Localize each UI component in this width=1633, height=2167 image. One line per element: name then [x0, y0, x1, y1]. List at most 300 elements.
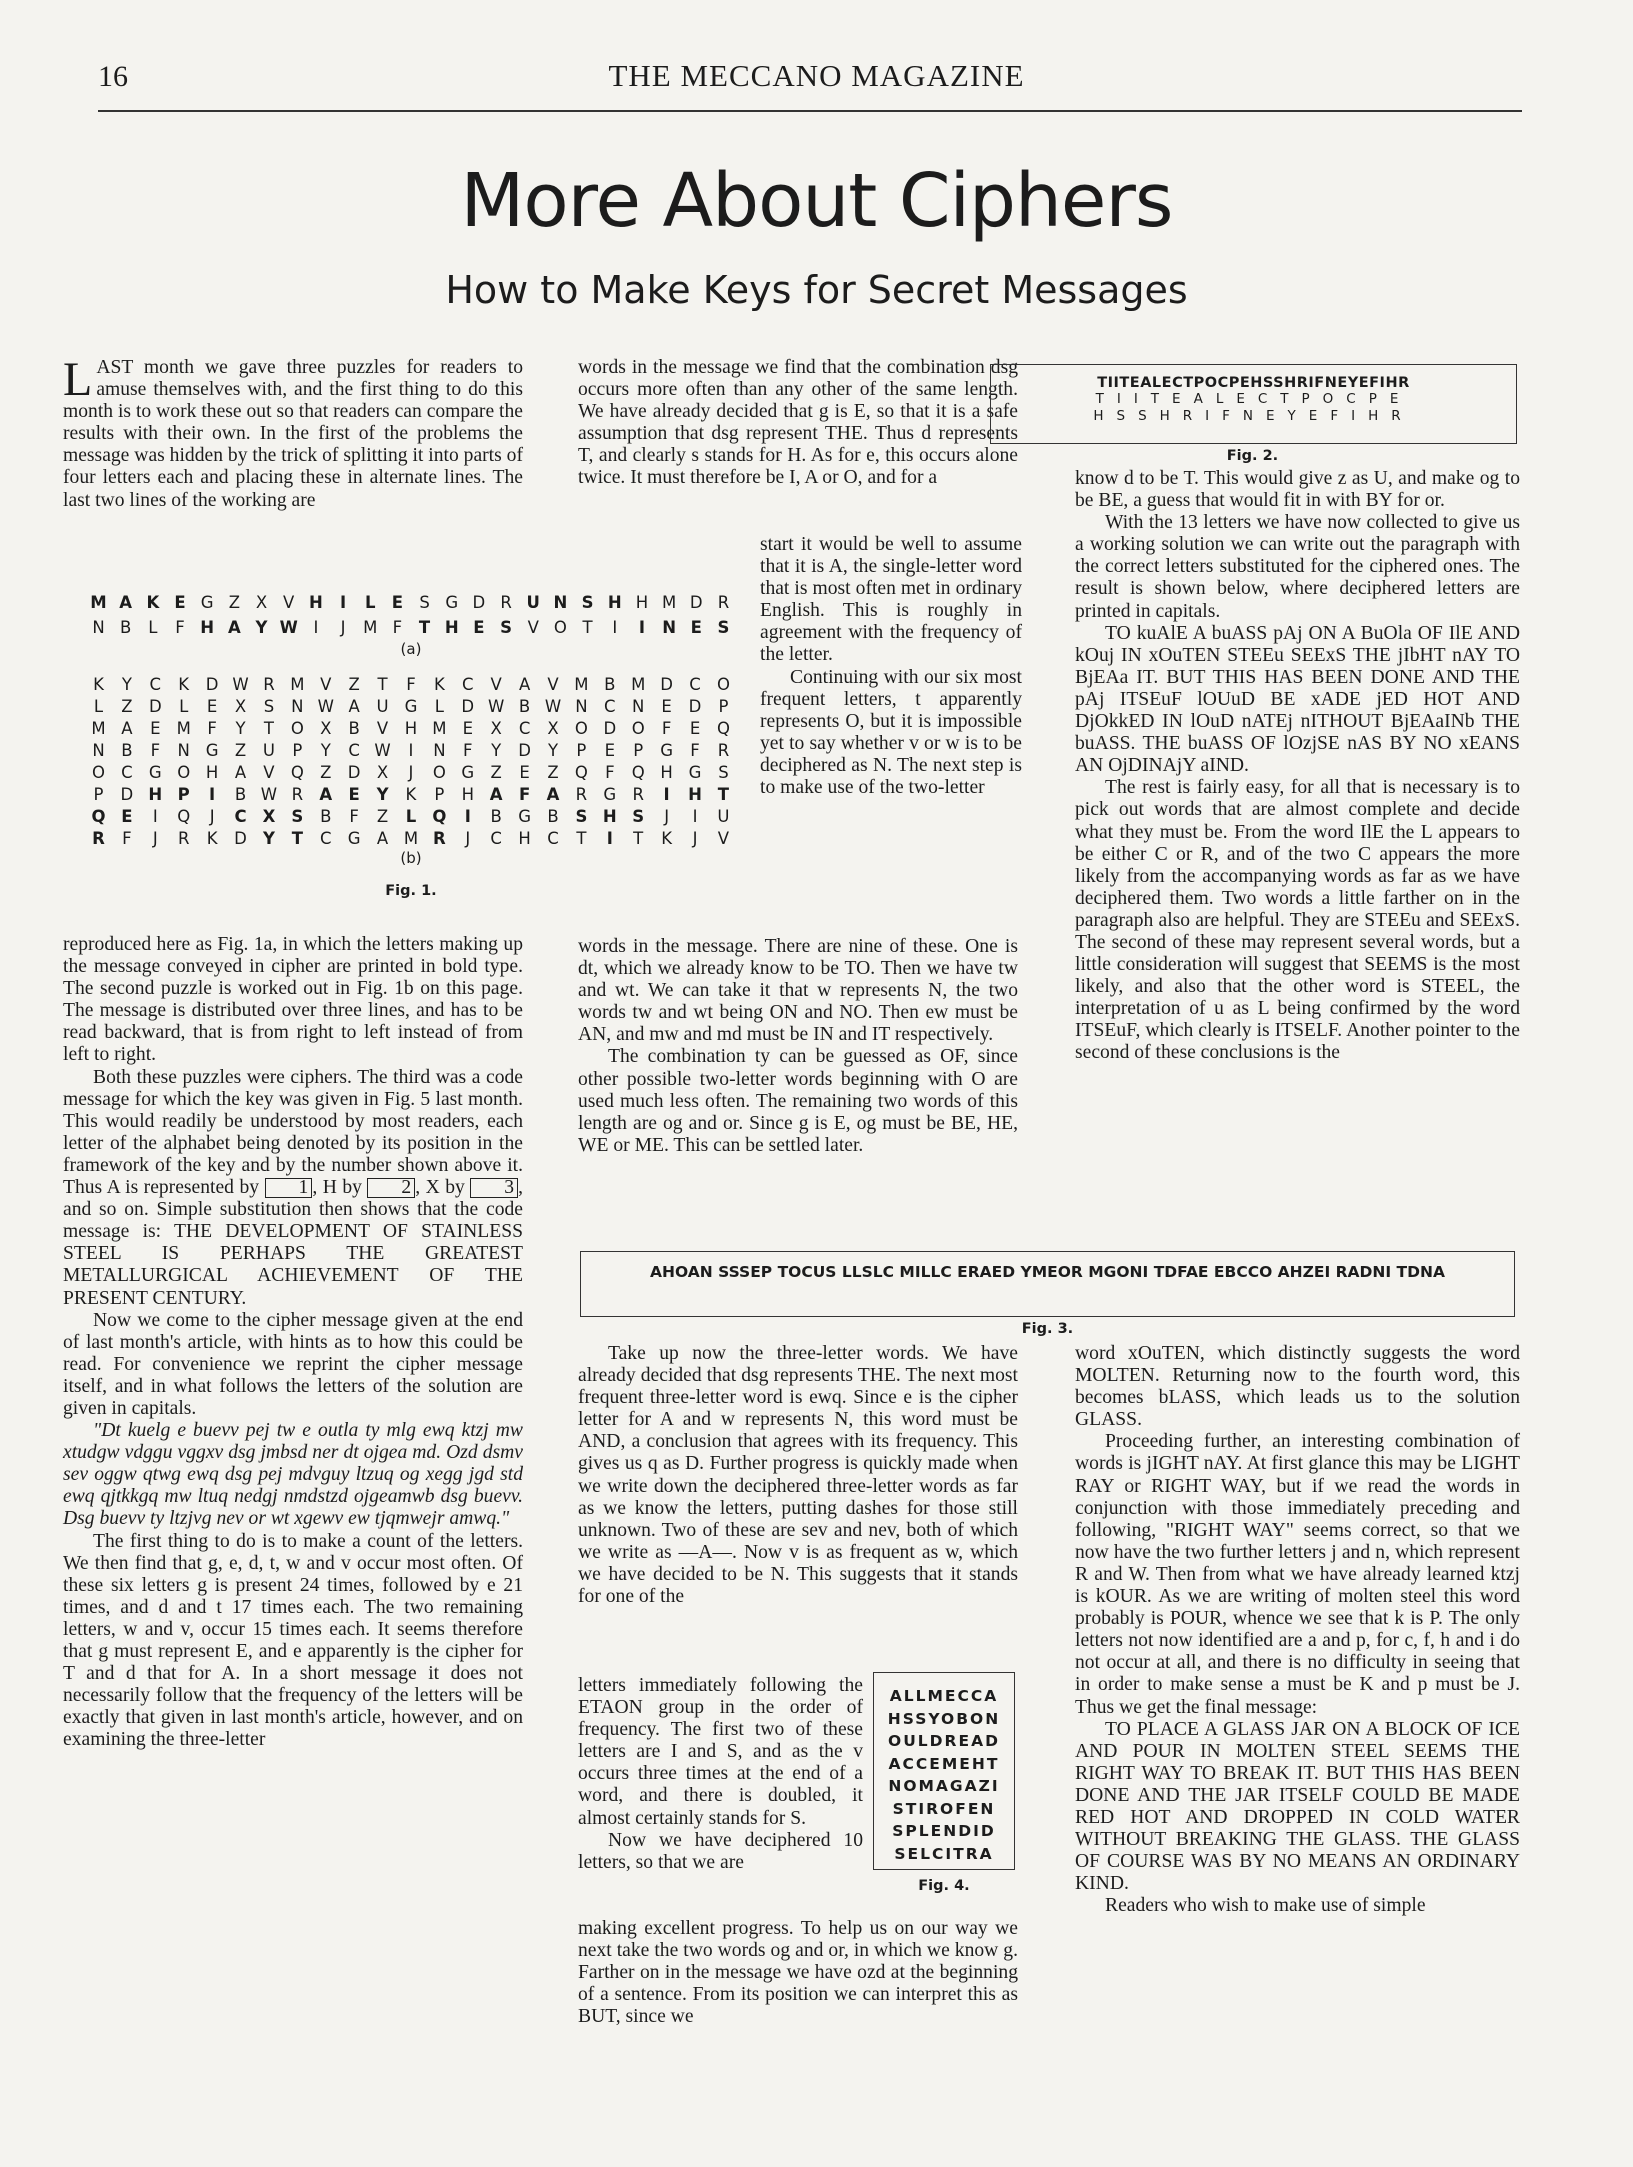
grid-letter: B: [234, 784, 247, 804]
grid-letter: Q: [432, 806, 447, 826]
fig4-box: [873, 1672, 1015, 1870]
grid-letter: J: [152, 828, 158, 848]
grid-letter: J: [408, 762, 414, 782]
grid-letter: K: [146, 593, 160, 612]
grid-letter: S: [263, 696, 275, 716]
grid-letter: M: [403, 828, 419, 848]
grid-letter: T: [291, 828, 303, 848]
grid-letter: Q: [177, 806, 191, 826]
grid-letter: I: [606, 828, 613, 848]
grid-letter: H: [444, 618, 459, 637]
grid-letter: E: [661, 696, 672, 716]
grid-letter: H: [148, 784, 163, 804]
magazine-title: THE MECCANO MAGAZINE: [608, 58, 1025, 93]
grid-letter: M: [432, 718, 447, 738]
grid-letter: F: [605, 762, 615, 782]
col2-paragraph-2: Continuing with our six most frequent letters, t apparently represents O, but it is impossible yet to say whether v or w is to be deciphered as N. The next step is to make use of the two-letter: [760, 666, 1022, 799]
grid-letter: H: [602, 806, 617, 826]
grid-letter: O: [553, 618, 567, 637]
grid-letter: H: [518, 828, 531, 848]
grid-letter: V: [717, 828, 730, 848]
grid-letter: W: [279, 618, 298, 637]
grid-letter: B: [490, 806, 502, 826]
grid-letter: Q: [574, 762, 588, 782]
key-symbol-1: 1: [265, 1178, 313, 1198]
page-number: 16: [98, 60, 128, 93]
grid-letter: B: [604, 674, 616, 694]
grid-letter: F: [406, 674, 416, 694]
grid-letter: W: [260, 784, 278, 804]
col2-paragraph-5: Now we have deciphered 10 letters, so that we are: [578, 1829, 863, 1873]
grid-letter: W: [374, 740, 391, 760]
col3-paragraph-8: Readers who wish to make use of simple: [1105, 1895, 1426, 1917]
grid-letter: H: [660, 762, 673, 782]
grid-letter: L: [434, 696, 444, 716]
grid-letter: B: [121, 740, 133, 760]
fig4-line: SELCITRA: [894, 1844, 994, 1863]
grid-letter: Z: [547, 762, 559, 782]
grid-letter: I: [612, 618, 618, 637]
grid-letter: M: [363, 618, 378, 637]
grid-letter: D: [689, 593, 703, 612]
grid-letter: R: [263, 674, 275, 694]
grid-row: [86, 590, 736, 615]
grid-letter: S: [291, 806, 304, 826]
intro-paragraph: AST month we gave three puzzles for readers to amuse themselves with, and the first thing to do this month is to work these out so that readers can compare the results with their own. In the first of the problems the message was hidden by the trick of splitting it into parts of four letters each and placing these in alternate lines. The last two lines of the working are: [63, 357, 523, 511]
grid-letter: F: [463, 740, 473, 760]
grid-letter: T: [582, 618, 593, 637]
key-symbol-3: 3: [470, 1178, 518, 1198]
grid-letter: B: [320, 806, 332, 826]
grid-letter: R: [632, 784, 644, 804]
grid-letter: Z: [490, 762, 502, 782]
grid-letter: M: [176, 718, 191, 738]
grid-letter: C: [462, 674, 474, 694]
grid-letter: N: [575, 696, 588, 716]
grid-letter: A: [518, 674, 531, 694]
grid-letter: N: [92, 618, 105, 637]
grid-letter: A: [319, 784, 333, 804]
grid-letter: H: [688, 784, 702, 804]
grid-letter: K: [661, 828, 673, 848]
grid-letter: M: [661, 593, 677, 612]
grid-letter: U: [717, 806, 730, 826]
col1-paragraph-2: Both these puzzles were ciphers. The third was a code message for which the key was given in Fig. 5 last month. This would readily be understood by most readers, each letter of the alphabet being denoted by its position in the framework of the key and by the number shown above it. Thus A is represented by 1 , H by 2 , X by 3 , and so on. Simple substitution then shows that the code message is: THE DEVELOPMENT OF STAINLESS STEEL IS PERHAPS THE GREATEST METALLURGICAL ACHIEVEMENT OF THE PRESENT CENTURY.: [63, 1066, 523, 1309]
grid-letter: N: [433, 740, 446, 760]
grid-letter: C: [689, 674, 701, 694]
grid-letter: A: [546, 784, 560, 804]
grid-letter: Z: [234, 740, 247, 760]
grid-letter: V: [527, 618, 539, 637]
grid-letter: O: [177, 762, 191, 782]
fig1-label-a: (a): [400, 640, 422, 658]
article-subtitle: How to Make Keys for Secret Messages: [445, 268, 1188, 312]
grid-letter: D: [347, 762, 361, 782]
grid-letter: O: [92, 762, 105, 782]
grid-letter: A: [227, 618, 241, 637]
grid-letter: D: [660, 674, 673, 694]
grid-letter: P: [177, 784, 190, 804]
grid-row: [86, 805, 736, 827]
grid-letter: H: [308, 593, 323, 612]
fig4-line: STIROFEN: [892, 1799, 996, 1818]
grid-letter: O: [631, 718, 645, 738]
grid-letter: S: [632, 806, 645, 826]
col3-deciphered-draft: TO kuAlE A buASS pAj ON A BuOla OF IlE AND kOuj IN xOuTEN STEEu SEExS THE jIbHT nAY TO BjEAa IT. BUT THIS HAS BEEN DONE AND THE pAj ITSEuF lOUuD BE xADE jED HOT AND DjOkkED IN lOuD nATEj nITHOUT BjEAaINb THE buASS. THE buASS OF lOzjSE nAS BY NO xEANS AN OjDINAjY aIND.: [1075, 622, 1520, 777]
grid-letter: G: [445, 593, 459, 612]
grid-letter: J: [664, 806, 670, 826]
grid-letter: D: [518, 740, 531, 760]
grid-letter: G: [518, 806, 531, 826]
grid-letter: X: [255, 593, 268, 612]
grid-letter: S: [500, 618, 513, 637]
grid-letter: R: [575, 784, 588, 804]
grid-letter: T: [633, 828, 644, 848]
grid-letter: W: [488, 696, 505, 716]
col2-paragraph-4-cont: letters immediately following the ETAON group in the order of frequency. The first two of these letters are I and S, and as the v occurs three times at the end of a word, and there is doubled, it almost certainly stands for S.: [578, 1675, 863, 1829]
grid-letter: T: [263, 718, 274, 738]
fig3-caption: Fig. 3.: [1021, 1321, 1074, 1337]
grid-letter: F: [661, 718, 672, 738]
grid-letter: R: [291, 784, 304, 804]
key-symbol-2: 2: [367, 1178, 415, 1198]
grid-letter: J: [340, 618, 346, 637]
grid-letter: E: [462, 718, 473, 738]
grid-letter: V: [376, 718, 389, 738]
col3-paragraph-2: With the 13 letters we have now collected to give us a working solution we can write out the paragraph with the correct letters substituted for the ciphered ones. The result is shown below, where deciphered letters are printed in capitals.: [1075, 512, 1520, 622]
cipher-message: "Dt kuelg e buevv pej tw e outla ty mlg ewq ktzj mw xtudgw vdggu vggxv dsg jmbsd ner dt ojgea md. Ozd dsmv sev oggw qtwg ewq dsg pej mdvguy ltzuq og xegg jgd std ewq qjtkkgq mw ltuq nedgj nmdstzd ojgeamwb dsg buevv. Dsg buevv ty ltzjvg nev or wt xgewv ew tjqmwejr amwq.": [63, 1420, 523, 1530]
col2-paragraph-1: words in the message we find that the combination dsg occurs more often than any other of the same length. We have already decided that g is E, so that it is a safe assumption that dsg represent THE. Thus d represents T, and clearly s stands for H. As for e, this occurs alone twice. It must therefore be I, A or O, and for a: [578, 357, 1018, 489]
col3-bottom: [1075, 1343, 1520, 1917]
final-message: TO PLACE A GLASS JAR ON A BLOCK OF ICE AND POUR IN MOLTEN STEEL SEEMS THE RIGHT WAY TO BREAK IT. BUT THIS HAS BEEN DONE AND THE JAR ITSELF COULD BE MADE RED HOT AND DROPPED IN COLD WATER WITHOUT BREAKING THE GLASS. THE GLASS OF COURSE WAS BY NO MEANS AN ORDINARY KIND.: [1075, 1718, 1520, 1895]
grid-letter: Y: [255, 618, 268, 637]
grid-letter: Q: [91, 806, 106, 826]
grid-letter: Y: [547, 740, 559, 760]
grid-letter: W: [544, 696, 562, 716]
article-title: More About Ciphers: [460, 158, 1173, 244]
grid-letter: C: [490, 828, 502, 848]
grid-letter: B: [348, 718, 360, 738]
grid-letter: V: [283, 593, 295, 612]
grid-letter: N: [92, 740, 105, 760]
col2-bottom: [578, 1343, 1018, 1608]
grid-letter: L: [364, 593, 376, 612]
grid-letter: F: [518, 784, 531, 804]
grid-letter: N: [177, 740, 190, 760]
grid-letter: B: [547, 806, 559, 826]
col1-paragraph-3: Now we come to the cipher message given at the end of last month's article, with hints as to how this could be read. For convenience we reprint the cipher message itself, and in what follows the letters of the solution are given in capitals.: [63, 1309, 523, 1419]
grid-letter: D: [205, 674, 219, 694]
fig4-line: HSSYOBON: [887, 1709, 1001, 1728]
grid-letter: I: [638, 618, 645, 637]
grid-letter: E: [150, 718, 161, 738]
fig4-line: NOMAGAZI: [888, 1777, 1000, 1795]
grid-row: [86, 783, 736, 805]
grid-letter: J: [692, 828, 698, 848]
grid-letter: I: [209, 784, 216, 804]
grid-letter: R: [92, 828, 105, 848]
grid-letter: C: [149, 674, 162, 694]
grid-letter: S: [419, 593, 430, 612]
fig1-grid-a: [86, 590, 736, 658]
grid-letter: D: [148, 696, 162, 716]
grid-letter: D: [461, 696, 475, 716]
grid-letter: F: [175, 618, 185, 637]
grid-letter: M: [90, 593, 107, 612]
fig3-box: AHOAN SSSEP TOCUS LLSLC MILLC ERAED YMEOR MGONI TDFAE EBCCO AHZEI RADNI TDNA: [580, 1251, 1515, 1317]
grid-letter: A: [376, 828, 389, 848]
grid-letter: K: [405, 784, 417, 804]
grid-letter: T: [717, 784, 730, 804]
grid-letter: C: [518, 718, 531, 738]
grid-letter: M: [290, 674, 305, 694]
grid-letter: W: [317, 696, 334, 716]
grid-letter: I: [408, 740, 414, 760]
grid-letter: U: [526, 593, 540, 612]
grid-letter: X: [234, 696, 247, 716]
fig2-caption: Fig. 2.: [1226, 448, 1279, 464]
grid-letter: G: [205, 740, 219, 760]
grid-letter: Y: [491, 740, 502, 760]
grid-letter: P: [434, 784, 445, 804]
grid-letter: Y: [121, 674, 132, 694]
grid-letter: D: [234, 828, 247, 848]
grid-letter: M: [91, 718, 106, 738]
grid-letter: F: [122, 828, 132, 848]
grid-letter: J: [465, 828, 471, 848]
fig4-line: SPLENDID: [892, 1822, 996, 1840]
col2-paragraph-5-cont: making excellent progress. To help us on our way we next take the two words og and or, in which we know g. Farther on in the message we have ozd at the beginning of a sentence. From its position we can interpret this as BUT, since we: [578, 1918, 1018, 2028]
grid-letter: N: [662, 618, 677, 637]
grid-letter: V: [547, 674, 559, 694]
grid-letter: K: [206, 828, 218, 848]
grid-letter: H: [404, 718, 418, 738]
fig1-label-b: (b): [400, 849, 422, 867]
grid-letter: A: [121, 718, 133, 738]
grid-letter: Z: [320, 762, 332, 782]
grid-letter: K: [178, 674, 190, 694]
grid-row: [86, 615, 736, 640]
grid-letter: W: [232, 674, 249, 694]
grid-letter: Y: [320, 740, 331, 760]
grid-letter: Z: [121, 696, 133, 716]
grid-letter: N: [632, 696, 645, 716]
grid-letter: U: [262, 740, 275, 760]
grid-letter: I: [692, 806, 698, 826]
grid-letter: E: [121, 806, 133, 826]
col1-paragraph-5: The first thing to do is to make a count of the letters. We then find that g, e, d, t, w and v occur most often. Of these six letters g is present 24 times, followed by e 21 times, and d and t 17 times each. The two remaining letters, w and v, occur 15 times each. It seems therefore that g must represent E, and e apparently is the cipher for T and d that for A. In a short message it does not necessarily follow that the frequency of the letters will be exactly that given in last month's article, however, and on examining the three-letter: [63, 1530, 523, 1751]
grid-letter: D: [120, 784, 134, 804]
grid-letter: M: [631, 674, 646, 694]
col3-top: [1075, 468, 1520, 1065]
fig4-line: ALLMECCA: [889, 1687, 999, 1705]
col1-bottom: [63, 934, 523, 1751]
grid-letter: G: [404, 696, 418, 716]
grid-letter: R: [177, 828, 190, 848]
grid-letter: H: [607, 593, 622, 612]
grid-letter: P: [633, 740, 644, 760]
grid-letter: H: [635, 593, 649, 612]
col3-paragraph-5: word xOuTEN, which distinctly suggests the word MOLTEN. Returning now to the fourth word, this becomes bLASS, which leads us to the solution GLASS.: [1075, 1343, 1520, 1431]
grid-letter: Q: [631, 762, 645, 782]
grid-letter: R: [433, 828, 446, 848]
grid-letter: Q: [290, 762, 304, 782]
grid-letter: O: [432, 762, 446, 782]
grid-letter: G: [603, 784, 617, 804]
grid-row: [86, 827, 736, 849]
fig2-line-3: HSSHRIFNEYEFIHR: [1093, 408, 1414, 424]
grid-letter: G: [461, 762, 475, 782]
grid-letter: Z: [376, 806, 389, 826]
grid-letter: E: [519, 762, 530, 782]
grid-letter: S: [718, 762, 729, 782]
grid-letter: C: [319, 828, 332, 848]
grid-letter: D: [688, 696, 702, 716]
grid-letter: E: [690, 618, 702, 637]
grid-letter: L: [93, 696, 104, 716]
col1-intro: [63, 353, 523, 512]
grid-letter: N: [291, 696, 304, 716]
grid-letter: P: [576, 740, 587, 760]
grid-letter: J: [209, 806, 215, 826]
grid-letter: H: [200, 618, 215, 637]
grid-letter: R: [717, 740, 730, 760]
grid-letter: L: [405, 806, 417, 826]
grid-letter: E: [206, 696, 218, 716]
grid-letter: X: [376, 762, 389, 782]
grid-letter: I: [152, 806, 158, 826]
col2-bottom-narrow: [578, 1675, 863, 1874]
grid-letter: E: [391, 593, 404, 612]
grid-letter: R: [500, 593, 512, 612]
grid-row: [86, 673, 736, 695]
col2-paragraph-4: Take up now the three-letter words. We have already decided that dsg represents THE. The next most frequent three-letter word is ewq. Since e is the cipher letter for A and w represents N, this word must be AND, a conclusion that agrees with its frequency. This gives us q as D. Further progress is quickly made when we write down the deciphered three-letter words as far as we know the letters, putting dashes for those still unknown. Two of these are sev and nev, both of which we write as —A—. Now v is as frequent as w, which we have decided to be N. This suggests that it stands for one of the: [578, 1343, 1018, 1608]
col2-narrow: [760, 534, 1022, 799]
grid-letter: S: [575, 806, 588, 826]
grid-letter: X: [547, 718, 559, 738]
fig2-line-1: TIITEALECTPOCPEHSSHRIFNEYEFIHR: [1097, 375, 1410, 391]
grid-letter: C: [348, 740, 360, 760]
drop-cap: L: [63, 353, 93, 406]
grid-letter: O: [716, 674, 730, 694]
col2-bottom-end: [578, 1918, 1018, 2028]
grid-letter: I: [339, 593, 347, 612]
grid-letter: P: [93, 784, 104, 804]
grid-letter: Y: [376, 784, 389, 804]
grid-letter: D: [472, 593, 486, 612]
grid-letter: C: [121, 762, 133, 782]
grid-letter: C: [234, 806, 247, 826]
grid-letter: E: [689, 718, 701, 738]
grid-letter: Q: [716, 718, 730, 738]
grid-letter: P: [292, 740, 303, 760]
grid-row: [86, 717, 736, 739]
grid-letter: T: [576, 828, 587, 848]
grid-letter: I: [313, 618, 319, 637]
grid-letter: E: [174, 593, 186, 612]
col3-paragraph-6: Proceeding further, an interesting combination of words is jIGHT nAY. At first glance this may be LIGHT RAY or RIGHT WAY, but if we read the words in conjunction with those immediately preceding and following, "RIGHT WAY" seems correct, so that we now have the two further letters j and n, which represent R and W. Then from what we have already learned ktzj is kOUR. As we are writing of molten steel this word probably is POUR, whence we see that k is P. The only letters not now identified are a and p, for c, f, h and i do not occur at all, and there is no difficulty in seeing that in order to make sense a must be K and p must be J. Thus we get the final message:: [1075, 1431, 1520, 1718]
grid-letter: I: [663, 784, 670, 804]
grid-letter: A: [489, 784, 503, 804]
grid-letter: T: [377, 674, 388, 694]
grid-letter: E: [473, 618, 485, 637]
grid-row: [86, 695, 736, 717]
grid-letter: G: [347, 828, 361, 848]
grid-letter: I: [464, 806, 471, 826]
grid-letter: T: [418, 618, 431, 637]
grid-letter: C: [604, 696, 616, 716]
fig4-caption: Fig. 4.: [918, 1878, 970, 1894]
grid-letter: G: [200, 593, 214, 612]
grid-letter: E: [348, 784, 360, 804]
grid-letter: O: [290, 718, 304, 738]
grid-letter: H: [205, 762, 219, 782]
grid-letter: F: [392, 618, 403, 637]
grid-letter: A: [348, 696, 360, 716]
grid-letter: B: [518, 696, 531, 716]
fig2-line-2: TIITEALECTPOCPE: [1095, 391, 1412, 407]
grid-letter: E: [604, 740, 616, 760]
grid-letter: R: [717, 593, 730, 612]
grid-letter: O: [574, 718, 588, 738]
col2-paragraph-3: The combination ty can be guessed as OF, since other possible two-letter words beginning with O are used much less often. The remaining two words of this length are og and or. Since g is E, og must be BE, HE, WE or ME. This can be settled later.: [578, 1046, 1018, 1156]
grid-letter: A: [234, 762, 247, 782]
col1-paragraph-1: reproduced here as Fig. 1a, in which the letters making up the message conveyed in cipher are printed in bold type. The second puzzle is worked out in Fig. 1b on this page. The message is distributed over three lines, and has to be read backward, that is from right to left instead of from left to right.: [63, 934, 523, 1066]
grid-letter: F: [690, 740, 700, 760]
grid-letter: Z: [348, 674, 360, 694]
grid-letter: K: [93, 674, 104, 694]
grid-letter: G: [688, 762, 702, 782]
grid-letter: Z: [228, 593, 241, 612]
grid-letter: V: [490, 674, 502, 694]
grid-letter: F: [207, 718, 217, 738]
fig4-line: OULDREAD: [888, 1732, 1000, 1750]
grid-letter: C: [547, 828, 559, 848]
grid-letter: L: [148, 618, 158, 637]
header-rule: [98, 110, 1522, 112]
fig1-grid-b: [86, 673, 736, 867]
grid-letter: F: [349, 806, 359, 826]
grid-letter: Y: [235, 718, 246, 738]
grid-letter: U: [376, 696, 389, 716]
grid-letter: P: [718, 696, 729, 716]
fig4-line: ACCEMEHT: [888, 1754, 1000, 1773]
grid-letter: V: [263, 762, 275, 782]
col3-paragraph-1: know d to be T. This would give z as U, and make og to be BE, a guess that would fit in with BY for or.: [1075, 468, 1520, 512]
grid-letter: G: [660, 740, 674, 760]
grid-row: [86, 739, 736, 761]
grid-letter: D: [603, 718, 617, 738]
fig2-box: [990, 364, 1517, 444]
fig1-caption: Fig. 1.: [385, 883, 437, 899]
col2-top: [578, 357, 1018, 490]
col2-mid: [578, 936, 1018, 1157]
col3-paragraph-4: The rest is fairly easy, for all that is necessary is to pick out words that are almost complete and decide what they must be. From the word IlE the L appears to be either C or R, and of the two C appears the more likely from the accompanying words as far as we have deciphered them. Two words a little farther on in the paragraph also are helpful. They are STEEu and SEExS. The second of these may represent several words, but a little consideration will suggest that SEEMS is the most likely, and also that the other word is STEEL, the interpretation of u as L being confirmed by the word ITSEuF, which clearly is ITSELF. Another pointer to the second of these conclusions is the: [1075, 777, 1520, 1064]
grid-letter: B: [120, 618, 132, 637]
grid-letter: K: [433, 674, 445, 694]
grid-letter: A: [119, 593, 133, 612]
grid-letter: N: [553, 593, 568, 612]
grid-letter: H: [461, 784, 474, 804]
grid-letter: V: [320, 674, 332, 694]
grid-letter: M: [574, 674, 589, 694]
grid-letter: S: [581, 593, 594, 612]
col2-paragraph-2-cont: words in the message. There are nine of these. One is dt, which we already know to be TO. Then we have tw and wt. We can take it that w represents N, the two words tw and wt being ON and NO. Then ew must be AN, and mw and md must be IN and IT respectively.: [578, 936, 1018, 1046]
col2-paragraph-1-cont: start it would be well to assume that it is A, the single-letter word that is most often met in ordinary English. This is roughly in agreement with the frequency of the letter.: [760, 534, 1022, 666]
grid-letter: X: [262, 806, 276, 826]
grid-letter: S: [717, 618, 730, 637]
grid-letter: F: [150, 740, 161, 760]
